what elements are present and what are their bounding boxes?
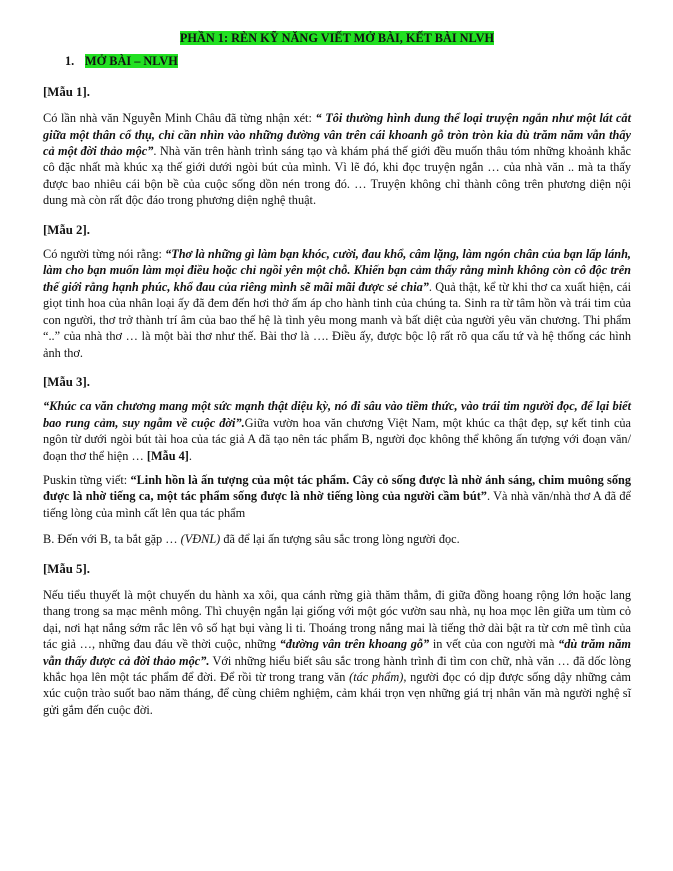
sample-5-paragraph xyxy=(43,587,631,718)
section-number: 1. xyxy=(65,54,75,69)
sample-5-part-e: Với những hiểu biết sâu sắc trong hành trình đi tìm con chữ, nhà văn … đã dốc lòng khắc họa lên một tác phẩm để đời. Để rồi từ trong trang văn xyxy=(43,653,631,684)
sample-1-label: [Mẫu 1]. xyxy=(43,84,90,99)
section-heading xyxy=(43,53,631,69)
sample-2-quote: “Thơ là những gì làm bạn khóc, cười, đau khổ, câm lặng, làm ngón chân của bạn lấp lánh, làm cho bạn muốn làm mọi điều hoặc chỉ ngồi yên một chỗ. Khiến bạn cảm thấy rằng mình không còn cô độc trên thế giới rằng hạnh phúc, khổ đau của riêng mình sẽ mãi mãi được sẻ chia” xyxy=(43,247,631,294)
document-page xyxy=(43,30,631,718)
sample-2-intro: Có người từng nói rằng: xyxy=(43,247,166,262)
sample-2-label: [Mẫu 2]. xyxy=(43,222,90,237)
sample-5-quote-1: “đường vân trên khoang gỗ” xyxy=(279,637,430,652)
sample-1-intro: Có lần nhà văn Nguyễn Minh Châu đã từng nhận xét: xyxy=(43,111,316,126)
sample-3-quote: “Khúc ca văn chương mang một sức mạnh thật diệu kỳ, nó đi sâu vào tiềm thức, vào trái tim người đọc, để lại biết bao rung cảm, suy ngẫm về cuộc đời”. xyxy=(43,399,631,430)
sample-4-continuation xyxy=(43,531,631,547)
sample-4-body: . Và nhà văn/nhà thơ A đã để tiếng lòng của mình cất lên qua tác phẩm xyxy=(43,489,631,520)
sample-4-intro: Puskin từng viết: xyxy=(43,472,131,487)
sample-1-body: . Nhà văn trên hành trình sáng tạo và khám phá thế giới đều muốn thâu tóm những khoảnh khắc cô đặc nhất mà khúc xạ thế giới dưới ngòi bút của mình. Vì lẽ đó, khi đọc truyện ngắn … của nhà văn .. mà ta thấy được bao nhiêu cái bộn bề của cuộc sống dồn nén trong đó. … Truyện không chỉ thành công trên phương diện nội dung mà còn rất độc đáo trong phương diện nghệ thuật. xyxy=(43,144,631,208)
sample-3-paragraph xyxy=(43,398,631,464)
sample-4-quote: “Linh hồn là ấn tượng của một tác phẩm. Cây cỏ sống được là nhờ ánh sáng, chim muông sống được là nhờ tiếng ca, một tác phẩm sống được là nhờ tiếng lòng của người cầm bút” xyxy=(43,472,631,504)
sample-5-part-c: in vết của con người mà xyxy=(429,637,559,652)
sample-5-note: (tác phẩm) xyxy=(349,670,404,684)
sample-3-end: . xyxy=(188,448,192,463)
sample-4-cont-b: đã để lại ấn tượng sâu sắc trong lòng người đọc. xyxy=(220,532,460,547)
sample-1-quote: “ Tôi thường hình dung thể loại truyện ngắn như một lát cắt giữa một thân cổ thụ, chỉ cần nhìn vào những đường vân trên cái khoanh gỗ tròn tròn kia dù trăm năm vẫn thấy cả một đời thảo mộc” xyxy=(43,111,631,159)
sample-3-body: Giữa vườn hoa văn chương Việt Nam, một khúc ca thật đẹp, sự kết tinh của ngôn từ dưới ngòi bút tài hoa của tác giả A đã tạo nên tác phẩm B, người đọc không thể không ấn tượng với đoạn văn/đoạn thơ thể hiện … xyxy=(43,415,632,463)
sample-3-label: [Mẫu 3]. xyxy=(43,374,90,389)
sample-2-body: . Quả thật, kể từ khi thơ ca xuất hiện, cái giọt tinh hoa của nhân loại ấy đã đem đến hơi thở ấm áp cho hành tinh của chúng ta. Sinh ra từ tâm hồn và trái tim của con người, thơ trở thành trí âm của bao thế hệ là tình yêu mong manh và bất diệt của người yêu văn chương. Thi phẩm “..” của nhà thơ … là một bài thơ như thế. Bài thơ là …. Điều ấy, được bộc lộ rất rõ qua cấu tứ và hệ thống các hình ảnh thơ. xyxy=(43,279,631,360)
sample-4-note: (VĐNL) xyxy=(180,532,221,547)
sample-5-quote-2: “dù trăm năm vẫn thấy được cả đời thảo mộc”. xyxy=(43,637,631,668)
sample-4-cont-a: B. Đến với B, ta bắt gặp … xyxy=(43,532,181,547)
sample-4-paragraph xyxy=(43,472,631,521)
sample-4-label: [Mẫu 4] xyxy=(146,448,189,463)
sample-1-paragraph xyxy=(43,110,631,208)
sample-5-label: [Mẫu 5]. xyxy=(43,561,90,576)
sample-2-paragraph xyxy=(43,246,631,361)
section-label: MỞ BÀI – NLVH xyxy=(85,54,178,69)
title-block xyxy=(43,30,631,46)
sample-5-part-g: , người đọc có dịp được sống dậy những cảm xúc cuộn trào suốt bao năm tháng, để cùng chiêm nghiệm, cảm khái trọn vẹn những giá trị nhân văn mà người nghệ sĩ gửi gắm đến cuộc đời. xyxy=(43,670,631,717)
page-title: PHẦN 1: RÈN KỸ NĂNG VIẾT MỞ BÀI, KẾT BÀI NLVH xyxy=(179,31,495,45)
sample-5-part-a: Nếu tiểu thuyết là một chuyến du hành xa xôi, qua cánh rừng già thăm thẳm, đi giữa đồng hoang rộng lớn hoặc lang thang trong sa mạc mênh mông. Thì chuyện ngắn lại giống với một góc vườn sau nhà, nụ hoa mọc lên giữa um tùm cỏ dại, nơi hạt nắng sớm rắc lên vô số hạt bụi vàng li ti. Thoáng trong nắng mai là tiếng thở dài bật ra từ cơn mê tình của tác giả …, những đau đáu về thời cuộc, những xyxy=(43,587,631,652)
